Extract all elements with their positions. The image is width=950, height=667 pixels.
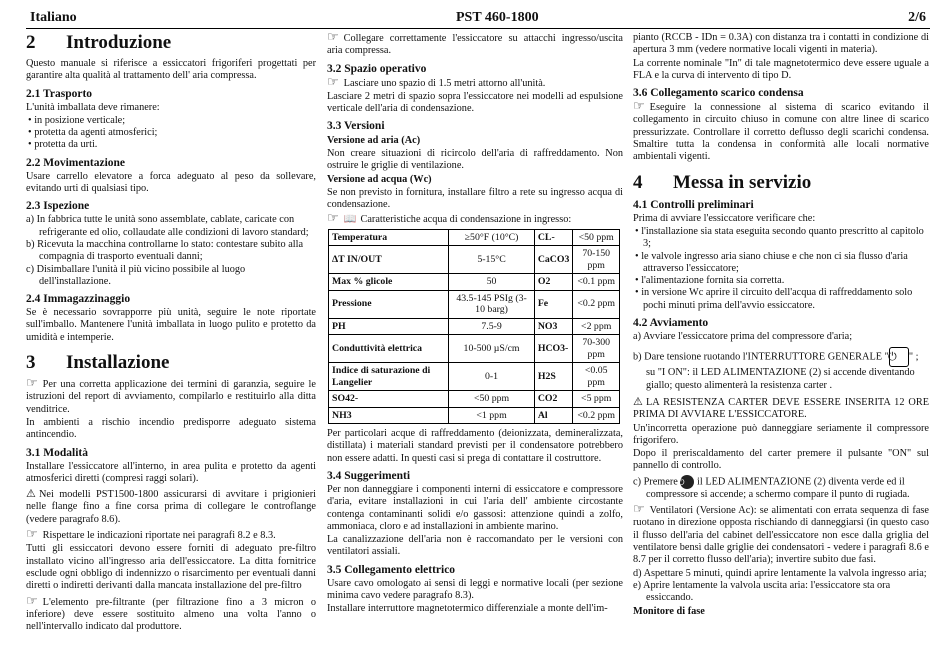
table-value-cell: <0.2 ppm <box>573 290 620 318</box>
list-item: b) Dare tensione ruotando l'INTERRUTTORE GENERALE "⏻ " ; su "I ON": il LED ALIMENTAZIONE (2) si accende diventando giallo; questo alimenterà la resistenza carter . <box>633 347 929 392</box>
subsection-heading: 3.6 Collegamento scarico condensa <box>633 87 804 100</box>
table-key-cell: CaCO3 <box>534 246 573 274</box>
table-value-cell: 43.5-145 PSIg (3-10 barg) <box>449 290 535 318</box>
list-item: • in posizione verticale; <box>36 115 316 127</box>
table-row <box>329 407 620 424</box>
warning-icon: ⚠ <box>633 395 643 408</box>
paragraph: La corrente nominale "In" di tale magnetotermico deve essere uguale a FLA e la curva di intervento di tipo D. <box>633 57 929 81</box>
paragraph: Installare interruttore magnetotermico differenziale a monte dell'im- <box>327 603 608 615</box>
table-value-cell: 70-300 ppm <box>573 335 620 363</box>
warning-icon: ⚠ <box>26 488 36 501</box>
ordered-list <box>26 214 316 288</box>
table-value-cell: <0.2 ppm <box>573 407 620 424</box>
paragraph: Se non previsto in fornitura, installare filtro a rete su ingresso acqua di condensazione. <box>327 186 623 210</box>
warning-paragraph: ⚠ LA RESISTENZA CARTER DEVE ESSERE INSERITA 12 ORE PRIMA DI AVVIARE L'ESSICCATORE. <box>633 395 929 421</box>
water-characteristics-table <box>328 229 620 425</box>
table-value-cell: 10-500 µS/cm <box>449 335 535 363</box>
pointing-hand-icon: ☞ <box>26 375 38 391</box>
list-item: c) Premere ⏻ il LED ALIMENTAZIONE (2) diventa verde ed il compressore si accende; a schermo compare il punto di rugiada. <box>633 476 910 500</box>
table-key-cell: Indice di saturazione di Langelier <box>329 363 449 391</box>
power-button-icon: ⏻ <box>680 475 694 489</box>
power-switch-icon: ⏻ <box>889 347 909 367</box>
table-key-cell: CL- <box>534 229 573 246</box>
subsection-heading: 2.3 Ispezione <box>26 200 90 213</box>
paragraph: ☞ Rispettare le indicazioni riportate nei paragrafi 8.2 e 8.3. <box>26 526 276 542</box>
paragraph: Usare cavo omologato ai sensi di leggi e normative locali (per sezione minima cavo vedere paragrafo 8.3). <box>327 577 623 602</box>
list-item: • le valvole ingresso aria siano chiuse e che non ci sia flusso d'aria attraverso l'essiccatore; <box>643 251 929 276</box>
paragraph: Dopo il preriscaldamento del carter premere il pulsante "ON" sul pannello di controllo. <box>633 448 929 472</box>
table-value-cell: <50 ppm <box>449 391 535 408</box>
paragraph: ⚠ Nei modelli PST1500-1800 assicurarsi di avvitare i prigionieri nelle flange fino a fine corsa prima di collegare le controflange (vedere paragrafo 8.6). <box>26 488 316 525</box>
paragraph: Non creare situazioni di ricircolo dell'aria di raffreddamento. Non ostruire le griglie di ventilazione. <box>327 147 623 172</box>
list-item: b) Ricevuta la macchina controllarne lo stato: contestare subito alla compagnia di trasporto eventuali danni; <box>26 238 304 263</box>
table-value-cell: <2 ppm <box>573 318 620 335</box>
table-caption: ☞ 📖 Caratteristiche acqua di condensazione in ingresso: <box>327 210 572 226</box>
subsection-heading: 3.5 Collegamento elettrico <box>327 563 456 576</box>
table-row <box>329 363 620 391</box>
pointing-hand-icon: ☞ <box>327 73 339 89</box>
paragraph: Installare l'essiccatore all'interno, in area pulita e protetto da agenti atmosferici diretti (compresi raggi solari). <box>26 460 316 484</box>
list-item: • l'installazione sia stata eseguita secondo quanto prescritto al capitolo 3; <box>643 226 929 251</box>
paragraph: Per particolari acque di raffreddamento (deionizzata, demineralizzata, distillata) i materiali standard previsti per il condensatore potrebbero non essere adatti. In questi casi si prega di contattare il costruttore. <box>327 428 623 464</box>
paragraph: Usare carrello elevatore a forca adeguato al peso da sollevare, evitando urti di qualsiasi tipo. <box>26 170 316 195</box>
subsection-heading: 3.3 Versioni <box>327 120 385 133</box>
table-key-cell: Max % glicole <box>329 274 449 291</box>
table-key-cell: CO2 <box>534 391 573 408</box>
pointing-hand-icon: ☞ <box>327 29 339 44</box>
paragraph: La canalizzazione dell'aria non è raccomandato per le versioni con ventilatori assiali. <box>327 534 623 558</box>
paragraph: Se è necessario sovrapporre più unità, seguire le note riportate sull'imballo. Mantenere l'unità imballata in luogo pulito e protetto da umidità e intemperie. <box>26 307 316 343</box>
list-item: • protetta da urti. <box>36 139 316 151</box>
table-key-cell: PH <box>329 318 449 335</box>
paragraph: In ambienti a rischio incendio predisporre adeguato sistema antincendio. <box>26 416 316 441</box>
table-value-cell: ≥50°F (10°C) <box>449 229 535 246</box>
list-item: a) Avviare l'essiccatore prima del compressore d'aria; <box>633 331 853 343</box>
table-key-cell: HCO3- <box>534 335 573 363</box>
list-item: e) Aprire lentamente la valvola uscita aria: l'essiccatore sta ora essiccando. <box>633 579 891 604</box>
table-key-cell: NH3 <box>329 407 449 424</box>
paragraph: pianto (RCCB - IDn = 0.3A) con distanza tra i contatti in condizione di apertura 3 mm (vedere normative locali vigenti in materia). <box>633 32 929 56</box>
table-row <box>329 391 620 408</box>
paragraph: ☞ Lasciare uno spazio di 1.5 metri attorno all'unità. <box>327 73 546 89</box>
table-value-cell: 5-15°C <box>449 246 535 274</box>
subsection-heading: 3.2 Spazio operativo <box>327 62 427 75</box>
header-page-number: 2/6 <box>908 10 926 25</box>
subsection-heading: 2.1 Trasporto <box>26 87 93 100</box>
paragraph: L'unità imballata deve rimanere: <box>26 101 160 113</box>
list-item: a) In fabbrica tutte le unità sono assemblate, cablate, caricate con refrigerante ed olio, collaudate alle condizioni di lavoro standard; <box>26 214 309 238</box>
column-3 <box>633 32 929 619</box>
bullet-list <box>26 115 316 152</box>
list-item: c) Disimballare l'unità il più vicino possibile al luogo dell'installazione. <box>26 263 246 287</box>
table-key-cell: O2 <box>534 274 573 291</box>
version-label-air: Versione ad aria (Ac) <box>327 135 421 147</box>
pointing-hand-icon: ☞ <box>633 98 645 114</box>
phase-monitor-heading: Monitore di fase <box>633 606 705 618</box>
subsection-heading: 3.1 Modalità <box>26 446 88 459</box>
table-key-cell: ΔT IN/OUT <box>329 246 449 274</box>
list-item: d) Aspettare 5 minuti, quindi aprire lentamente la valvola ingresso aria; <box>633 567 927 579</box>
section-heading: 3 Installazione <box>26 352 170 374</box>
paragraph: Tutti gli essiccatori devono essere forniti di adeguato pre-filtro installato vicino all'ingresso aria dell'essiccatore. La ditta fornitrice esclude ogni obbligo di indennizzo o risarcimento per eventuali danni diretti o indiretti derivanti dalla mancata installazione del pre-filtro <box>26 543 316 592</box>
table-key-cell: NO3 <box>534 318 573 335</box>
version-label-water: Versione ad acqua (Wc) <box>327 174 432 186</box>
subsection-heading: 2.4 Immagazzinaggio <box>26 293 131 306</box>
table-key-cell: Temperatura <box>329 229 449 246</box>
bullet-list <box>633 226 929 312</box>
table-row <box>329 246 620 274</box>
header-language: Italiano <box>30 10 77 25</box>
table-value-cell: 0-1 <box>449 363 535 391</box>
table-value-cell: <5 ppm <box>573 391 620 408</box>
list-item: • protetta da agenti atmosferici; <box>36 127 316 139</box>
subsection-heading: 4.1 Controlli preliminari <box>633 198 754 211</box>
ordered-list <box>633 331 929 392</box>
section-heading: 4 Messa in servizio <box>633 171 812 193</box>
paragraph: ☞ Ventilatori (Versione Ac): se alimentati con errata sequenza di fase ruotano in direzione opposta rischiando di danneggiarsi (in questo caso il flusso dell'aria del cabinet dell'essiccatore non esce dalla griglia del ventilatore bensì dalle griglie dei condensatori - vedere i paragrafi 8.6 e 8.7 per il corretto flusso dell'aria); invertire subito due fasi. <box>633 501 929 566</box>
table-row <box>329 229 620 246</box>
paragraph: Prima di avviare l'essiccatore verificare che: <box>633 212 816 224</box>
table-row <box>329 335 620 363</box>
paragraph: Per non danneggiare i componenti interni di essiccatore e compressore d'aria, evitare installazioni in cui l'aria dell' ambiente circostante contenga contaminanti solidi e/o gassosi: attenzione quindi a zolfo, ammoniaca, cloro e ad installazioni in ambiente marino. <box>327 483 623 532</box>
paragraph: Un'incorretta operazione può danneggiare seriamente il compressore frigorifero. <box>633 422 929 446</box>
book-icon: 📖 <box>343 214 357 226</box>
pointing-hand-icon: ☞ <box>26 592 38 608</box>
paragraph: Lasciare 2 metri di spazio sopra l'essiccatore nei modelli ad espulsione verticale dell'aria di condensazione. <box>327 90 623 115</box>
header-title: PST 460-1800 <box>456 10 539 25</box>
subsection-heading: 4.2 Avviamento <box>633 317 709 330</box>
table-value-cell: 7.5-9 <box>449 318 535 335</box>
ordered-list <box>633 475 929 501</box>
paragraph: ☞ Eseguire la connessione al sistema di scarico evitando il collegamento in circuito chiuso in comune con altre linee di scarico pressurizzate. Controllare il corretto deflusso degli scarichi condensa. Smaltire tutta la condensa in conformità alle locali normative ambientali vigenti. <box>633 98 929 163</box>
paragraph: ☞ Per una corretta applicazione dei termini di garanzia, seguire le istruzioni del report di avviamento, compilarlo e restituirlo alla ditta venditrice. <box>26 375 316 415</box>
ordered-list <box>633 568 929 605</box>
section-heading: 2 Introduzione <box>26 32 172 53</box>
paragraph: ☞ L'elemento pre-filtrante (per filtrazione fino a 3 micron o inferiore) deve essere sostituito almeno una volta l'anno o nell'intervallo indicato dal produttore. <box>26 592 316 633</box>
list-item: • l'alimentazione fornita sia corretta. <box>643 275 929 287</box>
table-value-cell: 70-150 ppm <box>573 246 620 274</box>
table-value-cell: <0.1 ppm <box>573 274 620 291</box>
list-item: • in versione Wc aprire il circuito dell'acqua di raffreddamento solo pochi minuti prima dell'avvio essiccatore. <box>643 287 929 312</box>
paragraph: ☞ Collegare correttamente l'essiccatore su attacchi ingresso/uscita aria compressa. <box>327 29 623 57</box>
pointing-hand-icon: ☞ <box>633 501 645 517</box>
table-key-cell: Pressione <box>329 290 449 318</box>
pointing-hand-icon: ☞ <box>327 210 339 226</box>
column-1 <box>26 32 316 634</box>
table-key-cell: Fe <box>534 290 573 318</box>
column-2 <box>327 29 623 617</box>
table-key-cell: H2S <box>534 363 573 391</box>
table-value-cell: <50 ppm <box>573 229 620 246</box>
table-key-cell: SO42- <box>329 391 449 408</box>
paragraph: Questo manuale si riferisce a essiccatori frigoriferi progettati per garantire alta qualità al trattamento dell' aria compressa. <box>26 58 316 82</box>
table-key-cell: Conduttività elettrica <box>329 335 449 363</box>
subsection-heading: 3.4 Suggerimenti <box>327 469 411 482</box>
pointing-hand-icon: ☞ <box>26 526 38 542</box>
table-row <box>329 318 620 335</box>
table-row <box>329 290 620 318</box>
table-value-cell: <1 ppm <box>449 407 535 424</box>
table-key-cell: Al <box>534 407 573 424</box>
subsection-heading: 2.2 Movimentazione <box>26 156 126 169</box>
table-row <box>329 274 620 291</box>
table-value-cell: 50 <box>449 274 535 291</box>
table-value-cell: <0.05 ppm <box>573 363 620 391</box>
page-header <box>26 8 930 29</box>
